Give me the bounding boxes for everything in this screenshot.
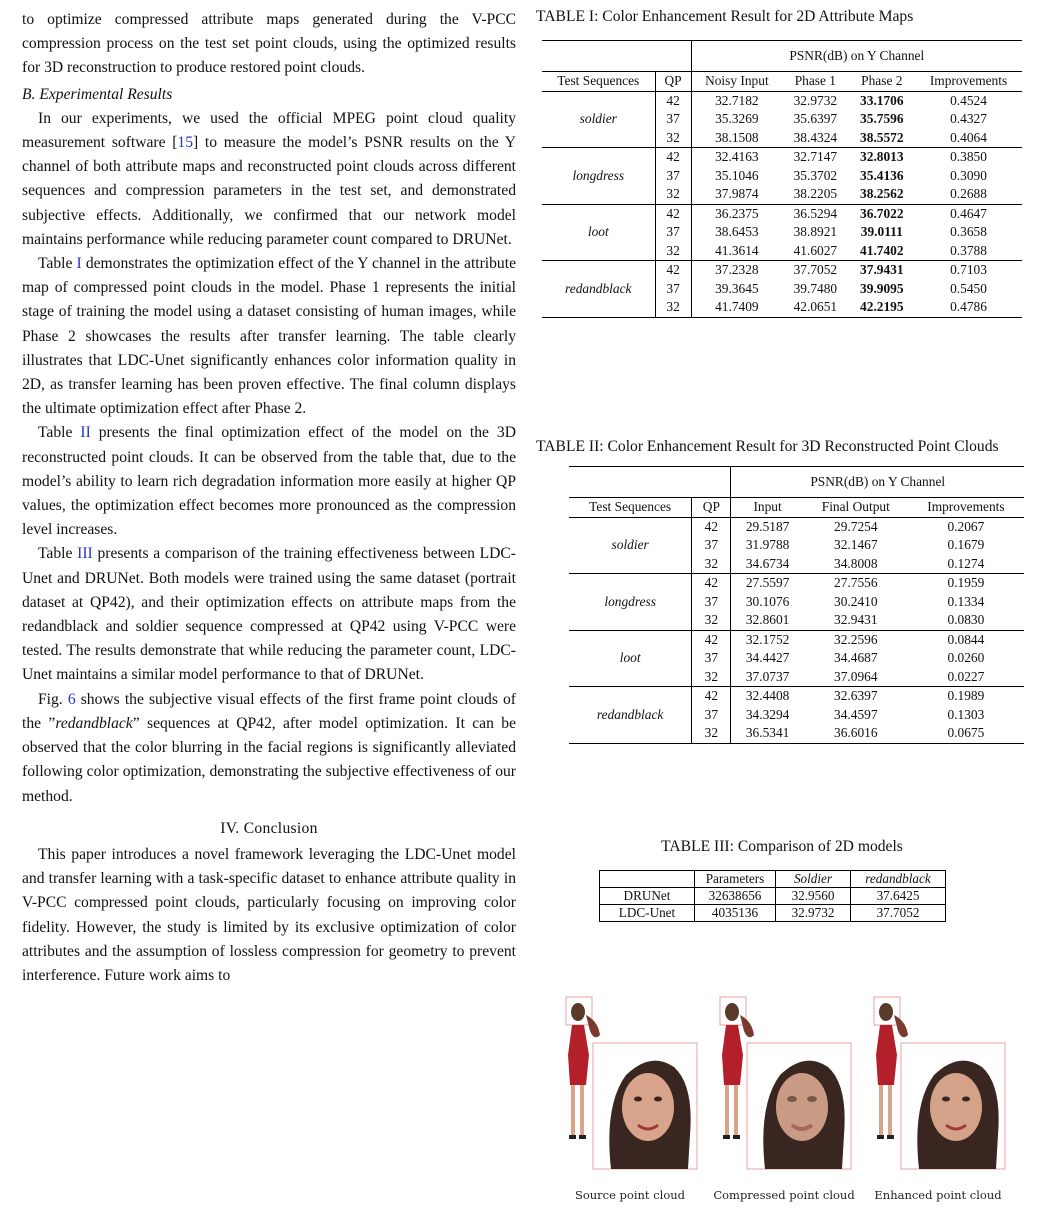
value-cell: 36.6016 [834,725,878,741]
value-cell: 34.8008 [834,555,878,571]
table1-header: Phase 2 [861,73,903,89]
table3-cell: 4035136 [695,905,776,922]
value-cell: 0.1303 [947,706,985,722]
value-cell: 30.1076 [745,593,790,609]
table-row [542,91,1022,110]
value-cell: 30.2410 [834,593,878,609]
value-cell: 39.3645 [715,280,759,296]
qp-cell: 42 [692,517,731,536]
value-cell: 35.1046 [715,167,759,183]
qp-cell: 32 [655,298,691,317]
value-cell: 0.5450 [950,280,987,296]
qp-cell: 42 [692,630,731,649]
value-cell: 37.9431 [860,262,904,278]
table1-header: Phase 1 [794,73,837,89]
figure-point-clouds [556,985,1016,1195]
table2-header: QP [692,498,731,518]
value-cell: 34.6734 [745,555,790,571]
value-cell: 32.8013 [860,149,904,165]
paragraph-conclusion: This paper introduces a novel framework leveraging the LDC-Unet model and transfer learning with a task-specific dataset to enhance attribute quality in V-PCC compressed point clouds, particularly focusing on improving color fidelity. However, the study is limited by its exclusive optimization of color attributes and the assumption of lossless compression for geometry to prevent interference. Future work aims to [22,845,516,984]
paragraph-figure: Fig. 6 shows the subjective visual effects of the first frame point clouds of the ”redandblack” sequences at QP42, after model optimization. It can be observed that the color blurring in the facial regions is significantly alleviated following color optimization, demonstrating the subjective effectiveness of our method. [22,690,516,805]
value-cell: 41.3614 [715,242,759,258]
sequence-name: longdress [542,148,655,205]
sequence-name: soldier [569,517,692,574]
table-row [569,687,1024,706]
table3-header: Soldier [776,871,851,888]
qp-cell: 32 [655,242,691,261]
paragraph-experiments: In our experiments, we used the official MPEG point cloud quality measurement software [15] to measure the model’s PSNR results on the Y channel of both attribute maps and reconstructed point clouds across different sequences and compression parameters in the test set, and demonstrated subjective effects. Additionally, we confirmed that our network model maintains performance while reducing parameter count compared to DRUNet. [22,109,516,248]
value-cell: 31.9788 [745,537,790,553]
value-cell: 41.6027 [793,242,838,258]
table1-header: QP [655,72,691,92]
value-cell: 39.7480 [793,280,838,296]
qp-cell: 32 [692,611,731,630]
value-cell: 38.6453 [715,224,759,240]
table1-super-header: PSNR(dB) on Y Channel [789,48,925,63]
value-cell: 0.4786 [950,299,987,315]
figure-caption-source: Source point cloud [574,1188,686,1202]
paragraph-table3: Table III presents a comparison of the training effectiveness between LDC-Unet and DRUNet. Both models were trained using the same dataset (portrait dataset at QP42), and their optimization effects on attribute maps from the redandblack and soldier sequence compressed at QP42 using V-PCC were tested. The results demonstrate that while reducing the parameter count, LDC-Unet maintains a similar model performance to that of DRUNet. [22,545,516,684]
table2-header: Input [753,499,782,515]
table-ref-link[interactable]: I [76,255,82,273]
value-cell: 0.2688 [950,186,987,202]
table3-cell: 32.9560 [776,888,851,905]
table-row [542,204,1022,223]
value-cell: 35.6397 [793,111,838,127]
table3-cell: 37.6425 [851,888,946,905]
value-cell: 34.4597 [834,706,878,722]
value-cell: 0.1334 [947,593,985,609]
table3-header: Parameters [695,871,776,888]
value-cell: 0.4327 [950,111,987,127]
value-cell: 32.8601 [745,612,790,628]
value-cell: 27.7556 [834,575,878,591]
table3-header [600,871,695,888]
table3-cell: DRUNet [600,888,695,905]
value-cell: 32.4408 [745,688,790,704]
value-cell: 41.7402 [860,242,904,258]
point-cloud-render [710,985,858,1183]
qp-cell: 37 [655,280,691,299]
value-cell: 38.5572 [860,129,904,145]
qp-cell: 37 [692,706,731,725]
value-cell: 33.1706 [860,92,904,108]
value-cell: 42.2195 [860,299,904,315]
value-cell: 0.4647 [950,205,987,221]
table2-super-header: PSNR(dB) on Y Channel [810,474,946,489]
value-cell: 39.0111 [860,224,903,240]
value-cell: 32.9431 [834,612,878,628]
value-cell: 29.7254 [834,518,878,534]
point-cloud-render [556,985,704,1183]
sequence-name: longdress [569,574,692,631]
value-cell: 0.1274 [947,555,985,571]
table-row [542,148,1022,167]
value-cell: 0.1989 [947,688,985,704]
value-cell: 36.2375 [715,205,759,221]
value-cell: 36.5341 [745,725,790,741]
qp-cell: 42 [692,687,731,706]
table3-cell: 37.7052 [851,905,946,922]
value-cell: 36.5294 [793,205,838,221]
table1-header: Noisy Input [705,73,769,89]
value-cell: 0.3090 [950,167,987,183]
citation-link[interactable]: 15 [177,134,193,152]
figure-caption-enhanced: Enhanced point cloud [874,1188,1002,1202]
table-row [569,517,1024,536]
value-cell: 0.0227 [947,668,985,684]
value-cell: 35.3702 [793,167,838,183]
table-ref-link[interactable]: III [77,545,93,563]
value-cell: 37.2328 [715,262,759,278]
table-row [542,261,1022,280]
sequence-name: soldier [542,91,655,148]
qp-cell: 37 [692,649,731,668]
value-cell: 38.1508 [715,129,759,145]
value-cell: 32.7182 [715,92,759,108]
qp-cell: 37 [655,223,691,242]
value-cell: 32.9732 [793,92,838,108]
value-cell: 38.2562 [860,186,904,202]
section-heading-experimental-results: B. Experimental Results [22,85,173,103]
qp-cell: 42 [655,148,691,167]
figure-panel-compressed [710,985,858,1183]
value-cell: 42.0651 [793,299,838,315]
value-cell: 32.1752 [745,631,790,647]
table2 [569,466,1024,744]
value-cell: 32.1467 [834,537,878,553]
value-cell: 32.6397 [834,688,878,704]
value-cell: 34.3294 [745,706,790,722]
qp-cell: 37 [692,593,731,612]
value-cell: 37.0964 [834,668,878,684]
qp-cell: 42 [655,261,691,280]
value-cell: 41.7409 [715,299,759,315]
value-cell: 0.7103 [950,262,987,278]
table1-caption: TABLE I: Color Enhancement Result for 2D Attribute Maps [536,8,914,25]
value-cell: 37.9874 [715,186,759,202]
qp-cell: 42 [692,574,731,593]
qp-cell: 37 [692,536,731,555]
section-heading-conclusion: IV. Conclusion [220,819,318,837]
table3-header: redandblack [851,871,946,888]
value-cell: 29.5187 [745,518,790,534]
table2-caption: TABLE II: Color Enhancement Result for 3D Reconstructed Point Clouds [536,438,999,455]
qp-cell: 32 [692,555,731,574]
value-cell: 37.7052 [793,262,838,278]
table2-header: Final Output [821,499,890,515]
table-ref-link[interactable]: II [80,424,91,442]
value-cell: 39.9095 [860,280,904,296]
paragraph-intro: to optimize compressed attribute maps generated during the V-PCC compression process on the test set point clouds, using the optimized results for 3D reconstruction to produce restored point clouds. [22,11,516,77]
figure-caption-compressed: Compressed point cloud [713,1188,855,1202]
value-cell: 32.2596 [834,631,878,647]
table3-cell: LDC-Unet [600,905,695,922]
value-cell: 0.1959 [947,575,985,591]
table-row [569,630,1024,649]
value-cell: 0.3788 [950,242,987,258]
point-cloud-render [864,985,1012,1183]
qp-cell: 42 [655,204,691,223]
sequence-name: redandblack [542,261,655,318]
figure-ref-link[interactable]: 6 [67,690,76,708]
value-cell: 38.4324 [793,129,838,145]
figure-panel-enhanced [864,985,1012,1183]
value-cell: 36.7022 [860,205,904,221]
sequence-name: loot [542,204,655,261]
table3 [599,870,946,922]
value-cell: 27.5597 [745,575,790,591]
value-cell: 38.2205 [793,186,838,202]
qp-cell: 42 [655,91,691,110]
table1-header: Improvements [929,73,1008,89]
figure-panel-source [556,985,704,1183]
value-cell: 0.1679 [947,537,985,553]
value-cell: 0.4524 [950,92,987,108]
value-cell: 0.0675 [947,725,985,741]
value-cell: 32.7147 [793,149,838,165]
value-cell: 37.0737 [745,668,790,684]
value-cell: 35.4136 [860,167,904,183]
paragraph-table2: Table II presents the final optimization effect of the model on the 3D reconstructed point clouds. It can be observed from the table that, due to the model’s ability to learn rich degradation information more easily at higher QP values, the optimization effect becomes more pronounced as the compression level increases. [22,424,516,539]
value-cell: 35.3269 [715,111,759,127]
qp-cell: 32 [692,668,731,687]
value-cell: 0.3850 [950,149,987,165]
table1-header: Test Sequences [542,72,655,92]
value-cell: 0.0260 [947,650,985,666]
left-column [22,8,516,988]
sequence-name: loot [569,630,692,687]
value-cell: 35.7596 [860,111,904,127]
qp-cell: 32 [655,129,691,148]
table1 [542,40,1022,318]
paragraph-table1: Table I demonstrates the optimization effect of the Y channel in the attribute map of compressed point clouds in the model. Phase 1 represents the initial stage of training the model using a dataset consisting of human images, while Phase 2 showcases the results after transfer learning. The table clearly illustrates that LDC-Unet significantly enhances color information quality in 2D, as transfer learning has been proven effective. The final column displays the ultimate optimization effect after Phase 2. [22,255,516,418]
value-cell: 0.0844 [947,631,985,647]
table2-header: Improvements [927,499,1005,515]
qp-cell: 32 [655,185,691,204]
value-cell: 0.4064 [950,129,987,145]
qp-cell: 32 [692,724,731,743]
value-cell: 34.4427 [745,650,790,666]
value-cell: 0.2067 [947,518,985,534]
table-row [569,574,1024,593]
value-cell: 32.4163 [715,149,759,165]
qp-cell: 37 [655,167,691,186]
table3-cell: 32638656 [695,888,776,905]
value-cell: 0.3658 [950,224,987,240]
table3-caption: TABLE III: Comparison of 2D models [661,838,903,855]
value-cell: 34.4687 [834,650,878,666]
value-cell: 38.8921 [793,224,838,240]
value-cell: 0.0830 [947,612,985,628]
table2-header: Test Sequences [569,498,692,518]
sequence-name: redandblack [569,687,692,744]
qp-cell: 37 [655,110,691,129]
table3-cell: 32.9732 [776,905,851,922]
